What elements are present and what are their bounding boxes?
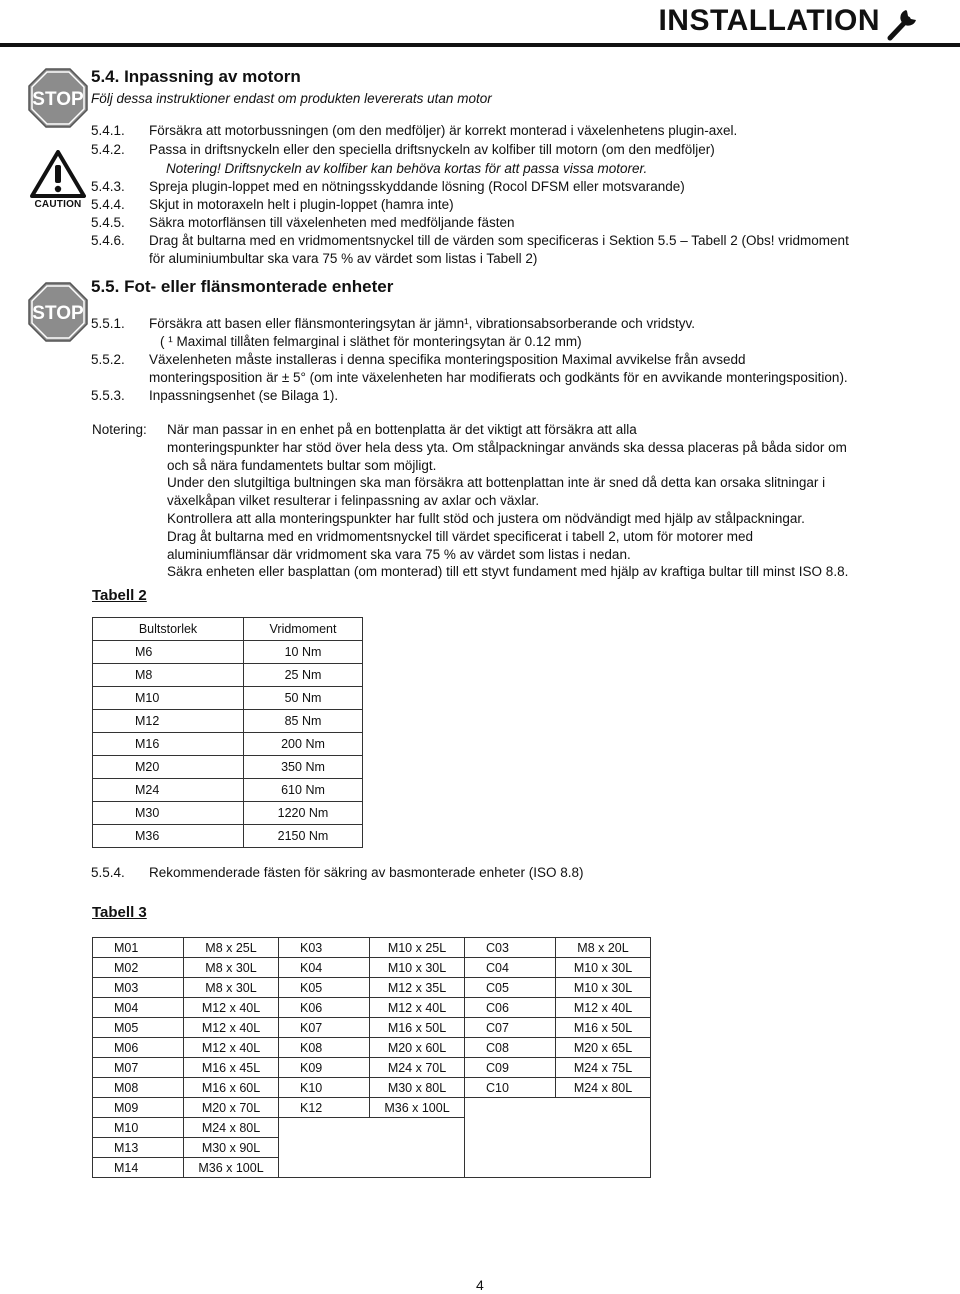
table-cell: C07: [465, 1018, 556, 1038]
table-row: [93, 756, 363, 779]
table-cell: M12 x 40L: [184, 1038, 279, 1058]
table-cell: [279, 1118, 465, 1178]
table-cell: M03: [93, 978, 184, 998]
list-item: 5.4.4. Skjut in motoraxeln helt i plugin-loppet (hamra inte): [91, 197, 454, 212]
table-row: [93, 1018, 651, 1038]
note-line: monteringspunkter har stöd över hela dess yta. Om stålpackningar används ska dessa placeras på båda sidor om: [167, 439, 847, 455]
caution-label: CAUTION: [34, 199, 82, 210]
table-cell: M16 x 50L: [370, 1018, 465, 1038]
list-item: 5.5.2. Växelenheten måste installeras i denna specifika monteringsposition Maximal avvikelse från avsedd: [91, 352, 746, 367]
table-cell: M36 x 100L: [184, 1158, 279, 1178]
table-cell: M10 x 25L: [370, 938, 465, 958]
section-5-5-title: 5.5. Fot- eller flänsmonterade enheter: [91, 277, 394, 296]
table-row: [93, 958, 651, 978]
table-cell: 200 Nm: [244, 733, 363, 756]
table-cell: M24 x 75L: [556, 1058, 651, 1078]
stop-label: STOP: [32, 303, 84, 324]
table-cell: M14: [93, 1158, 184, 1178]
table-cell: M02: [93, 958, 184, 978]
table-cell: M20: [93, 756, 244, 779]
table-cell: M30 x 80L: [370, 1078, 465, 1098]
table-cell: K12: [279, 1098, 370, 1118]
table-cell: 25 Nm: [244, 664, 363, 687]
table-cell: K07: [279, 1018, 370, 1038]
list-item-note: Notering! Driftsnyckeln av kolfiber kan behöva kortas för att passa vissa motorer.: [166, 161, 648, 176]
table-cell: M05: [93, 1018, 184, 1038]
table-row: [93, 978, 651, 998]
table-cell: M24: [93, 779, 244, 802]
table-row: [93, 1098, 651, 1118]
page-header-title: INSTALLATION: [658, 4, 880, 37]
header-rule: [0, 43, 960, 47]
table-cell: 1220 Nm: [244, 802, 363, 825]
list-item: 5.4.2. Passa in driftsnyckeln eller den speciella driftsnyckeln av kolfiber till motorn (om den medföljer): [91, 142, 715, 157]
table-cell: C04: [465, 958, 556, 978]
table-cell: K03: [279, 938, 370, 958]
table-cell: M10: [93, 1118, 184, 1138]
table-row: [93, 1038, 651, 1058]
table-cell: M10: [93, 687, 244, 710]
table-cell: 350 Nm: [244, 756, 363, 779]
table-cell: 610 Nm: [244, 779, 363, 802]
section-5-4-subtitle: Följ dessa instruktioner endast om produkten levererats utan motor: [91, 91, 492, 106]
list-item: 5.4.6. Drag åt bultarna med en vridmomentsnyckel till de värden som specificeras i Sektion 5.5 – Tabell 2 (Obs! vridmoment: [91, 233, 849, 248]
note-line: aluminiumflänsar där vridmoment ska vara 75 % av värdet som listas i nedan.: [167, 546, 631, 562]
table-cell: M30: [93, 802, 244, 825]
table-row: [93, 802, 363, 825]
table-cell: M10 x 30L: [370, 958, 465, 978]
table-row: [93, 733, 363, 756]
table-row: [93, 825, 363, 848]
table-cell: M6: [93, 641, 244, 664]
table-3: [92, 937, 651, 1178]
table-2: [92, 617, 363, 848]
table-cell: M12 x 35L: [370, 978, 465, 998]
stop-sign-icon: [28, 68, 88, 128]
table-cell: M20 x 60L: [370, 1038, 465, 1058]
note-line: och så nära fundamentets bultar som möjligt.: [167, 457, 437, 473]
table-cell: M10 x 30L: [556, 978, 651, 998]
table-3-title: Tabell 3: [92, 904, 147, 921]
table-cell: M12 x 40L: [184, 1018, 279, 1038]
note-line: Kontrollera att alla monteringspunkter har fullt stöd och justera om nödvändigt med hjälp av stålpackningar.: [167, 510, 805, 526]
table-row: [93, 664, 363, 687]
table-cell: K09: [279, 1058, 370, 1078]
table-2-title: Tabell 2: [92, 587, 147, 604]
table-cell: M04: [93, 998, 184, 1018]
table-cell: M24 x 80L: [184, 1118, 279, 1138]
table-cell: M24 x 70L: [370, 1058, 465, 1078]
list-item: 5.5.3. Inpassningsenhet (se Bilaga 1).: [91, 388, 339, 403]
table-cell: K05: [279, 978, 370, 998]
table-cell: M12 x 40L: [556, 998, 651, 1018]
list-item: 5.5.1. Försäkra att basen eller flänsmonteringsytan är jämn¹, vibrationsabsorberande och vridstyv.: [91, 316, 696, 331]
table-header-cell: Vridmoment: [244, 618, 363, 641]
table-cell: M16 x 60L: [184, 1078, 279, 1098]
wrench-icon: [884, 2, 924, 42]
table-cell: 2150 Nm: [244, 825, 363, 848]
list-item-footnote: ( ¹ Maximal tillåten felmarginal i släthet för monteringsytan är 0.12 mm): [160, 334, 582, 349]
list-item: 5.4.5. Säkra motorflänsen till växelenheten med medföljande fästen: [91, 215, 515, 230]
table-cell: M13: [93, 1138, 184, 1158]
table-cell: M08: [93, 1078, 184, 1098]
table-row: [93, 710, 363, 733]
table-cell: K04: [279, 958, 370, 978]
table-cell: M12: [93, 710, 244, 733]
table-cell: K06: [279, 998, 370, 1018]
table-cell: M16 x 50L: [556, 1018, 651, 1038]
list-item-continuation: för aluminiumbultar ska vara 75 % av värdet som listas i Tabell 2): [149, 251, 538, 266]
table-row: [93, 1078, 651, 1098]
table-cell: M12 x 40L: [184, 998, 279, 1018]
table-cell: M36: [93, 825, 244, 848]
table-cell: 85 Nm: [244, 710, 363, 733]
table-header-cell: Bultstorlek: [93, 618, 244, 641]
table-row: [93, 779, 363, 802]
table-cell: M16: [93, 733, 244, 756]
note-line: När man passar in en enhet på en bottenplatta är det viktigt att försäkra att alla: [167, 422, 637, 437]
table-row: [93, 938, 651, 958]
table-cell: C10: [465, 1078, 556, 1098]
table-row: [93, 641, 363, 664]
table-cell: C03: [465, 938, 556, 958]
table-cell: 10 Nm: [244, 641, 363, 664]
table-cell: M36 x 100L: [370, 1098, 465, 1118]
table-row: [93, 1058, 651, 1078]
table-cell: M01: [93, 938, 184, 958]
table-cell: M8 x 25L: [184, 938, 279, 958]
table-cell: M8 x 30L: [184, 978, 279, 998]
table-row: [93, 687, 363, 710]
table-header-row: [93, 618, 363, 641]
note-line: Säkra enheten eller basplattan (om monterad) till ett styvt fundament med hjälp av kraftiga bultar till minst ISO 8.8.: [167, 564, 849, 580]
page-number: 4: [476, 1277, 484, 1293]
table-cell: K10: [279, 1078, 370, 1098]
table-cell: M30 x 90L: [184, 1138, 279, 1158]
table-cell: C05: [465, 978, 556, 998]
list-item-continuation: monteringsposition är ± 5° (om inte växelenheten har modifierats och godkänts för en avvikande monteringsposition).: [149, 370, 848, 385]
note-line: växelkåpan vilket resulterar i felinpassning av axlar och växlar.: [167, 493, 540, 509]
table-cell: M20 x 70L: [184, 1098, 279, 1118]
table-row: [93, 998, 651, 1018]
table-cell: M20 x 65L: [556, 1038, 651, 1058]
table-cell: M8: [93, 664, 244, 687]
table-cell: C09: [465, 1058, 556, 1078]
table-cell: M10 x 30L: [556, 958, 651, 978]
table-cell: M07: [93, 1058, 184, 1078]
list-item: 5.5.4. Rekommenderade fästen för säkring av basmonterade enheter (ISO 8.8): [91, 865, 584, 880]
table-cell: C06: [465, 998, 556, 1018]
table-cell: K08: [279, 1038, 370, 1058]
table-cell: M06: [93, 1038, 184, 1058]
list-item: 5.4.3. Spreja plugin-loppet med en nötningsskyddande lösning (Rocol DFSM eller motsvarande): [91, 179, 685, 194]
list-item: 5.4.1. Försäkra att motorbussningen (om den medföljer) är korrekt monterad i växelenhetens plugin-axel.: [91, 123, 738, 138]
stop-label: STOP: [32, 89, 84, 110]
table-cell: M24 x 80L: [556, 1078, 651, 1098]
note-line: Under den slutgiltiga bultningen ska man försäkra att bottenplattan inte är sned då detta kan orsaka slitningar i: [167, 475, 826, 491]
note-label: Notering:: [92, 422, 147, 437]
section-5-4-title: 5.4. Inpassning av motorn: [91, 67, 301, 86]
table-cell: M8 x 20L: [556, 938, 651, 958]
table-cell: C08: [465, 1038, 556, 1058]
table-cell: M16 x 45L: [184, 1058, 279, 1078]
note-line: Drag åt bultarna med en vridmomentsnyckel till värdet specificerat i tabell 2, utom för motorer med: [167, 528, 753, 544]
table-cell: M12 x 40L: [370, 998, 465, 1018]
note-lines: [167, 421, 848, 581]
table-cell: M8 x 30L: [184, 958, 279, 978]
table-cell: [465, 1098, 651, 1178]
table-cell: M09: [93, 1098, 184, 1118]
table-cell: 50 Nm: [244, 687, 363, 710]
